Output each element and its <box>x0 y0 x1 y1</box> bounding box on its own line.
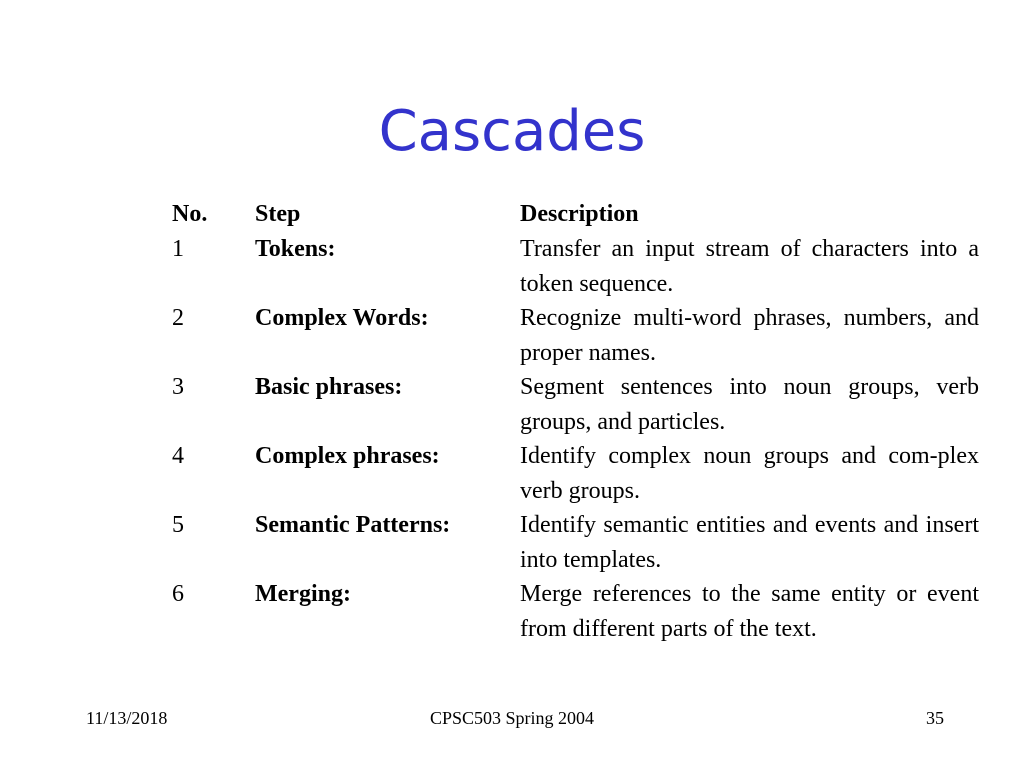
footer-date: 11/13/2018 <box>86 708 168 728</box>
header-description: Description <box>520 201 639 227</box>
table-row <box>172 508 980 577</box>
slide-title: Cascades <box>378 99 646 164</box>
row-no: 5 <box>172 512 184 538</box>
row-description: Segment sentences into noun groups, verb groups, and particles. <box>520 374 979 435</box>
row-no: 4 <box>172 443 184 469</box>
row-step: Semantic Patterns: <box>255 512 451 538</box>
row-description: Identify semantic entities and events and insert into templates. <box>520 512 979 573</box>
row-step: Complex phrases: <box>255 443 440 469</box>
row-step: Merging: <box>255 581 351 607</box>
row-description: Merge references to the same entity or event from different parts of the text. <box>520 581 979 642</box>
row-description: Identify complex noun groups and com-plex verb groups. <box>520 443 979 504</box>
header-no: No. <box>172 201 208 227</box>
row-step: Complex Words: <box>255 305 429 331</box>
cascades-table <box>172 197 980 647</box>
row-description: Recognize multi-word phrases, numbers, and proper names. <box>520 305 979 366</box>
row-step: Tokens: <box>255 236 336 262</box>
header-step: Step <box>255 201 301 227</box>
table-row <box>172 232 980 301</box>
table-row <box>172 301 980 370</box>
row-description: Transfer an input stream of characters into a token sequence. <box>520 236 979 297</box>
row-no: 1 <box>172 236 184 262</box>
footer-page-number: 35 <box>926 708 944 728</box>
row-no: 6 <box>172 581 184 607</box>
table-header-row <box>172 197 980 232</box>
table-row <box>172 577 980 647</box>
row-no: 3 <box>172 374 184 400</box>
row-no: 2 <box>172 305 184 331</box>
table-row <box>172 370 980 439</box>
row-step: Basic phrases: <box>255 374 403 400</box>
table-row <box>172 439 980 508</box>
footer-course: CPSC503 Spring 2004 <box>429 708 595 728</box>
